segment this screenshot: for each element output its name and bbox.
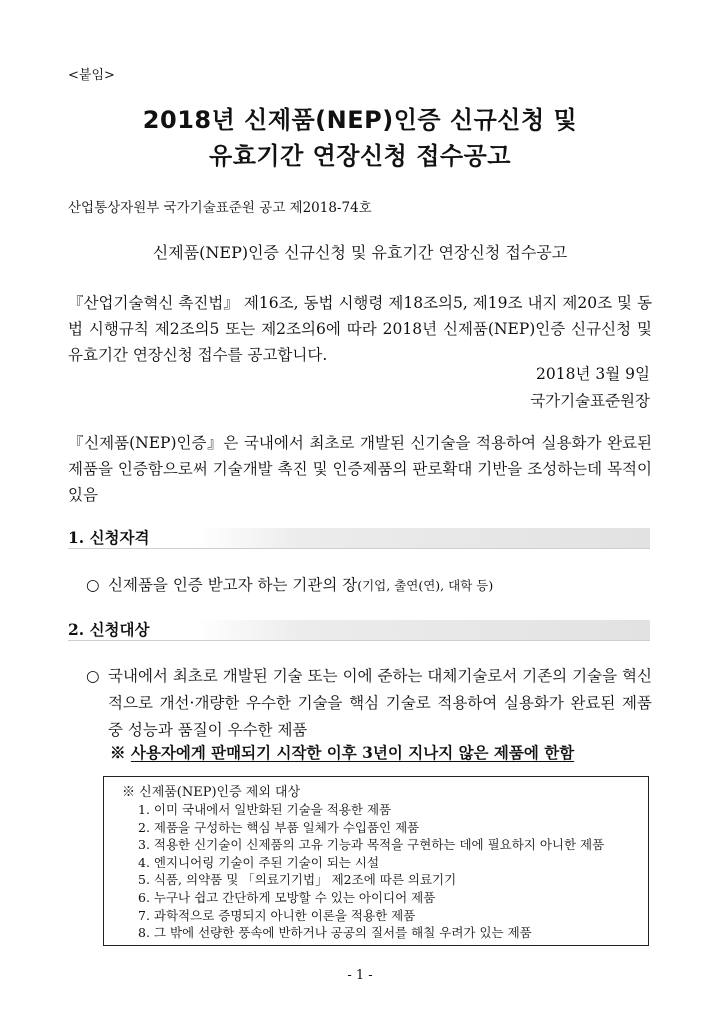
exclusion-box — [103, 776, 649, 946]
issuer-name: 국가기술표준원장 — [530, 392, 650, 410]
list-item: 6. 누구나 쉽고 간단하게 모방할 수 있는 아이디어 제품 — [138, 889, 436, 905]
purpose-paragraph: 『신제품(NEP)인증』은 국내에서 최초로 개발된 신기술을 적용하여 실용화가 완료된 제품을 인증함으로써 기술개발 촉진 및 인증제품의 판로확대 기반을 조성하는데 목적이 있음 — [68, 434, 652, 504]
exclusion-list — [138, 801, 604, 942]
section-heading-label: 2. 신청대상 — [68, 620, 150, 639]
target-text: 국내에서 최초로 개발된 기술 또는 이에 준하는 대체기술로서 기존의 기술을 혁신적으로 개선·개량한 우수한 기술을 핵심 기술로 적용하여 실용화가 완료된 제품 중 성능과 품질이 우수한 제품 — [108, 667, 652, 739]
sales-period-note — [110, 741, 574, 763]
section-heading-eligibility — [68, 528, 650, 549]
list-item: 8. 그 밖에 선량한 풍속에 반하거나 공공의 질서를 해칠 우려가 있는 제품 — [138, 925, 532, 941]
intro-paragraph: 『산업기술혁신 촉진법』 제16조, 동법 시행령 제18조의5, 제19조 내지 제20조 및 동법 시행규칙 제2조의5 또는 제2조의6에 따라 2018년 신제품(NEP)인증 신규신청 및 유효기간 연장신청 접수를 공고합니다. — [68, 294, 652, 364]
section-heading-label: 1. 신청자격 — [68, 528, 150, 547]
document-title-line2: 유효기간 연장신청 접수공고 — [209, 142, 511, 170]
eligibility-bullet — [86, 572, 493, 599]
sales-period-note-text: 사용자에게 판매되기 시작한 이후 3년이 지나지 않은 제품에 한함 — [130, 743, 575, 762]
notice-number: 산업통상자원부 국가기술표준원 공고 제2018-74호 — [68, 200, 372, 216]
attachment-label: <붙임> — [68, 68, 115, 83]
list-item: 1. 이미 국내에서 일반화된 기술을 적용한 제품 — [138, 802, 392, 817]
section-heading-target — [68, 620, 650, 641]
document-title-line1: 2018년 신제품(NEP)인증 신규신청 및 — [142, 106, 578, 134]
notice-subtitle: 신제품(NEP)인증 신규신청 및 유효기간 연장신청 접수공고 — [152, 243, 568, 262]
circle-bullet-icon: ○ — [86, 667, 100, 685]
notice-date: 2018년 3월 9일 — [536, 365, 650, 383]
eligibility-examples: (기업, 출연(연), 대학 등) — [357, 578, 494, 593]
reference-mark-icon: ※ — [110, 743, 126, 762]
list-item: 4. 엔지니어링 기술이 주된 기술이 되는 시설 — [138, 854, 380, 870]
list-item: 5. 식품, 의약품 및 「의료기기법」 제2조에 따른 의료기기 — [138, 872, 457, 888]
exclusion-box-title: ※ 신제품(NEP)인증 제외 대상 — [122, 785, 301, 800]
page-number: - 1 - — [347, 968, 373, 983]
list-item: 2. 제품을 구성하는 핵심 부품 일체가 수입품인 제품 — [138, 819, 420, 835]
list-item: 3. 적용한 신기술이 신제품의 고유 기능과 목적을 구현하는 데에 필요하지 아니한 제품 — [138, 837, 605, 853]
eligibility-text: 신제품을 인증 받고자 하는 기관의 장 — [108, 576, 358, 594]
circle-bullet-icon: ○ — [86, 576, 100, 594]
list-item: 7. 과학적으로 증명되지 아니한 이론을 적용한 제품 — [138, 907, 416, 923]
